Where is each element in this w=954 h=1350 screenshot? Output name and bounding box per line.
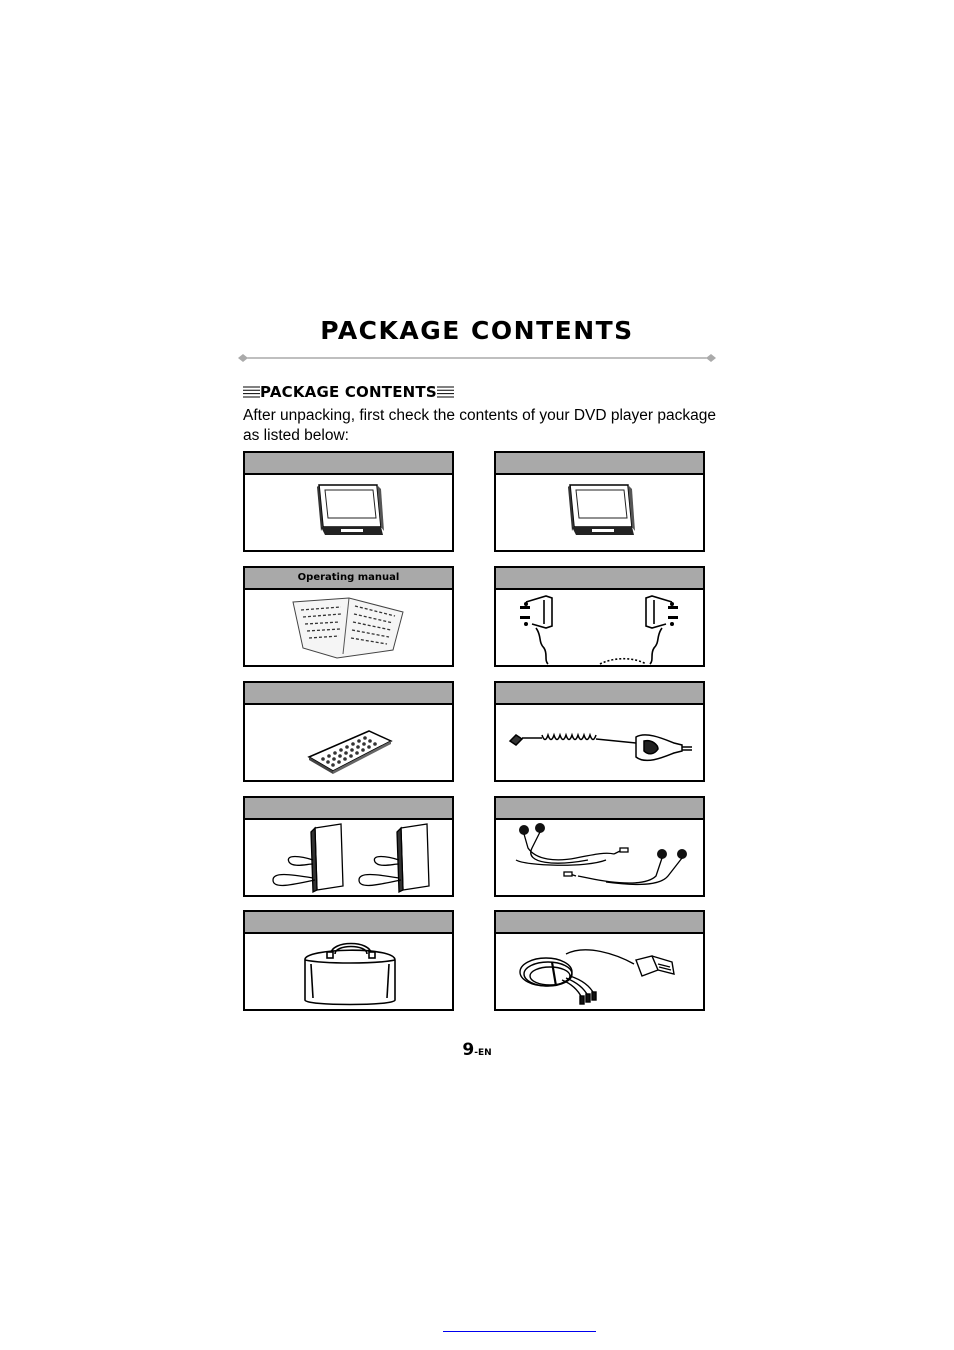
lines-icon [437, 386, 454, 398]
item-header [496, 568, 703, 590]
manual-icon [245, 590, 452, 665]
intro-text: After unpacking, first check the contents of your DVD player package as listed below: [243, 407, 716, 444]
carry-bag-icon [245, 934, 452, 1009]
earphones-icon [496, 820, 703, 895]
item-box-dvd-player [494, 451, 705, 552]
page-number [0, 1040, 954, 1060]
item-box-dvd-player [243, 451, 454, 552]
carrying-strap-icon [245, 820, 452, 895]
item-header [496, 798, 703, 820]
item-header: Operating manual [245, 568, 452, 590]
section-heading-text: PACKAGE CONTENTS [260, 383, 437, 401]
footer-link-line[interactable] [443, 1331, 596, 1332]
section-heading [243, 382, 454, 402]
item-box-headrest-mount [494, 566, 705, 667]
page-title: PACKAGE CONTENTS [320, 316, 634, 345]
dvd-player-icon [245, 475, 452, 550]
item-header [496, 912, 703, 934]
item-box-earphones [494, 796, 705, 897]
item-header [245, 912, 452, 934]
car-adapter-icon [496, 705, 703, 780]
item-box-carry-bag [243, 910, 454, 1011]
item-box-operating-manual [243, 566, 454, 667]
lines-icon [243, 386, 260, 398]
item-header [245, 798, 452, 820]
item-header [245, 453, 452, 475]
item-box-carrying-strap [243, 796, 454, 897]
item-header [496, 453, 703, 475]
page-number-suffix: -EN [474, 1048, 492, 1058]
dvd-player-icon [496, 475, 703, 550]
title-divider [236, 351, 718, 365]
remote-control-icon [245, 705, 452, 780]
headrest-mount-icon [496, 590, 703, 665]
item-box-remote-control [243, 681, 454, 782]
item-header [245, 683, 452, 705]
item-box-ac-adapter [494, 910, 705, 1011]
page-number-value: 9 [462, 1040, 475, 1060]
item-box-car-adapter [494, 681, 705, 782]
item-header [496, 683, 703, 705]
ac-adapter-av-cable-icon [496, 934, 703, 1009]
